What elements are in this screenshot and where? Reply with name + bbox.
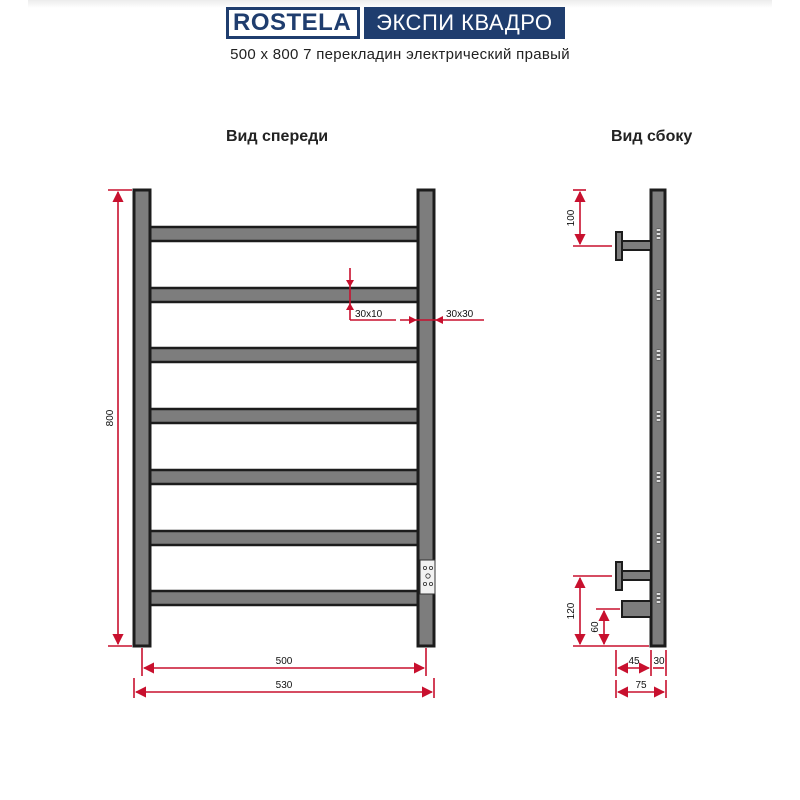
side-view (566, 190, 666, 698)
crossbar (148, 227, 420, 241)
heater-control-box (420, 560, 435, 594)
height-dimension (105, 190, 132, 646)
lower-wall-mount (616, 562, 651, 590)
crossbar (148, 288, 420, 302)
side-post (651, 190, 665, 646)
front-view-title: Вид спереди (226, 128, 329, 145)
crossbar-section-label: 30x10 (355, 309, 383, 320)
crossbar-end-mark (656, 593, 661, 603)
side-view-title: Вид сбоку (611, 128, 693, 145)
model-name: ЭКСПИ КВАДРО (364, 7, 564, 39)
depth-split-dimension (616, 650, 666, 676)
crossbar (148, 531, 420, 545)
crossbar (148, 409, 420, 423)
crossbar-end-mark (656, 411, 661, 421)
inner-width-label: 500 (275, 656, 293, 667)
crossbar-end-mark (656, 229, 661, 239)
crossbar (148, 591, 420, 605)
upper-wall-mount (616, 232, 651, 260)
plug-height-dimension (590, 609, 620, 644)
crossbar-end-mark (656, 350, 661, 360)
top-offset-label: 100 (566, 209, 577, 227)
depth-mount-label: 45 (628, 656, 640, 667)
plug-height-label: 60 (590, 621, 601, 633)
post-section-label: 30x30 (446, 309, 474, 320)
crossbar-end-mark (656, 533, 661, 543)
depth-total-label: 75 (635, 680, 647, 691)
crossbar (148, 470, 420, 484)
height-label: 800 (105, 409, 116, 427)
crossbars (148, 227, 420, 605)
crossbar-end-mark (656, 290, 661, 300)
left-post (134, 190, 150, 646)
outer-width-dimension (134, 678, 434, 698)
brand-logo: ROSTELA (226, 7, 360, 39)
inner-width-dimension (142, 648, 426, 676)
bottom-offset-label: 120 (566, 602, 577, 620)
depth-total-dimension (616, 680, 666, 698)
cable-outlet (622, 601, 651, 617)
depth-post-label: 30 (653, 656, 665, 667)
post-section-dimension (400, 309, 484, 324)
outer-width-label: 530 (275, 680, 293, 691)
product-subtitle: 500 x 800 7 перекладин электрический правый (230, 46, 570, 63)
front-view (105, 190, 484, 698)
top-offset-dimension (566, 190, 612, 246)
crossbar-end-mark (656, 472, 661, 482)
crossbar (148, 348, 420, 362)
